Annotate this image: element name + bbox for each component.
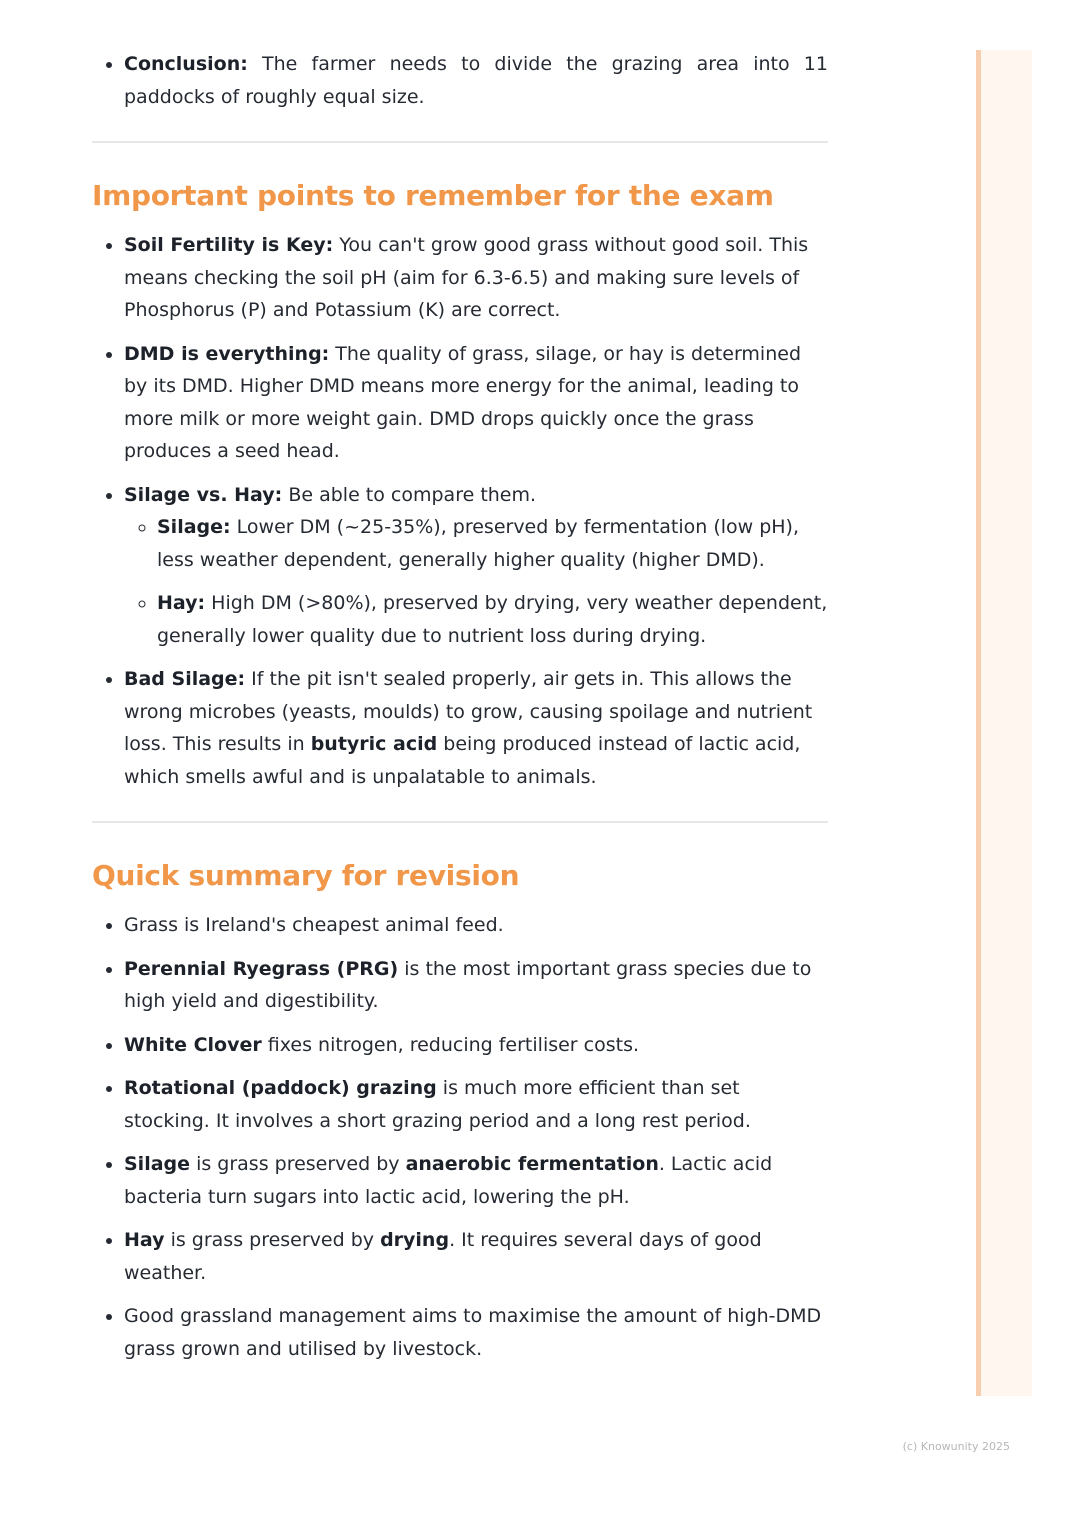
item-label: Soil Fertility is Key: xyxy=(124,234,334,256)
side-accent-bar xyxy=(976,50,981,1396)
list-item xyxy=(124,229,828,327)
item-text: is much more efficient than set stocking. It involves a short grazing period and a long rest period. xyxy=(124,1077,751,1132)
sublist-item xyxy=(157,587,828,652)
item-label: Bad Silage: xyxy=(124,668,246,690)
item-text: You can't grow good grass without good soil. This means checking the soil pH (aim for 6.3-6.5) and making sure levels of Phosphorus (P) and Potassium (K) are correct. xyxy=(124,234,809,321)
item-text: is the most important grass species due to high yield and digestibility. xyxy=(124,957,812,1012)
item-text: Be able to compare them. xyxy=(282,483,537,506)
sublist-item xyxy=(157,511,828,576)
conclusion-list xyxy=(92,48,828,113)
section-divider xyxy=(92,141,828,143)
document-body xyxy=(92,48,828,1376)
item-text: If the pit isn't sealed properly, air gets in. This allows the wrong microbes (yeasts, moulds) to grow, causing spoilage and nutrient loss. This results in xyxy=(124,668,813,755)
item-bold-term: Rotational (paddock) grazing xyxy=(124,1077,437,1099)
item-bold-term: White Clover xyxy=(124,1033,262,1056)
item-label: Hay: xyxy=(157,592,206,614)
item-text: . Lactic acid bacteria turn sugars into lactic acid, lowering the pH. xyxy=(124,1153,773,1208)
list-item xyxy=(124,1300,828,1365)
item-text: The quality of grass, silage, or hay is determined by its DMD. Higher DMD means more energy for the animal, leading to more milk or more weight gain. DMD drops quickly once the grass produces a seed head. xyxy=(124,342,801,462)
summary-list xyxy=(92,909,828,1365)
list-item xyxy=(124,1224,828,1289)
item-text: Good grassland management aims to maximise the amount of high-DMD grass grown and utilised by livestock. xyxy=(124,1305,822,1360)
list-item xyxy=(124,48,828,113)
list-item xyxy=(124,1148,828,1213)
item-bold-term: butyric acid xyxy=(310,733,438,755)
item-bold-term: drying xyxy=(380,1229,450,1251)
item-text: being produced instead of lactic acid, which smells awful and is unpalatable to animals. xyxy=(124,733,801,788)
comparison-sublist xyxy=(124,511,828,652)
item-text: fixes nitrogen, reducing fertiliser costs. xyxy=(261,1033,640,1056)
item-text: is grass preserved by xyxy=(190,1153,406,1175)
list-item xyxy=(124,479,828,653)
list-item xyxy=(124,909,828,942)
item-text: The farmer needs to divide the grazing area into 11 paddocks of roughly equal size. xyxy=(124,53,828,108)
section-heading-summary: Quick summary for revision xyxy=(92,859,520,892)
item-label: Conclusion: xyxy=(124,53,248,75)
item-bold-term: Perennial Ryegrass (PRG) xyxy=(124,957,399,980)
item-label: Silage: xyxy=(157,516,231,538)
item-text: Lower DM (~25-35%), preserved by fermentation (low pH), less weather dependent, generally higher quality (higher DMD). xyxy=(157,516,800,571)
item-text: Grass is Ireland's cheapest animal feed. xyxy=(124,914,504,936)
list-item xyxy=(124,1072,828,1137)
item-bold-term: Hay xyxy=(124,1229,165,1251)
item-label: Silage vs. Hay: xyxy=(124,483,283,506)
item-label: DMD is everything: xyxy=(124,342,330,365)
exam-points-list xyxy=(92,229,828,793)
item-text: is grass preserved by xyxy=(164,1229,381,1251)
copyright-footer: (c) Knowunity 2025 xyxy=(902,1440,1010,1453)
item-bold-term: Silage xyxy=(124,1153,191,1175)
section-heading-exam-points: Important points to remember for the exam xyxy=(92,179,774,212)
section-divider xyxy=(92,821,828,823)
side-margin-panel xyxy=(976,50,1032,1396)
list-item xyxy=(124,338,828,468)
item-text: . It requires several days of good weather. xyxy=(124,1229,762,1284)
list-item xyxy=(124,1029,828,1062)
list-item xyxy=(124,663,828,793)
list-item xyxy=(124,953,828,1018)
item-bold-term: anaerobic fermentation xyxy=(405,1153,659,1175)
item-text: High DM (>80%), preserved by drying, very weather dependent, generally lower quality due to nutrient loss during drying. xyxy=(157,592,828,647)
